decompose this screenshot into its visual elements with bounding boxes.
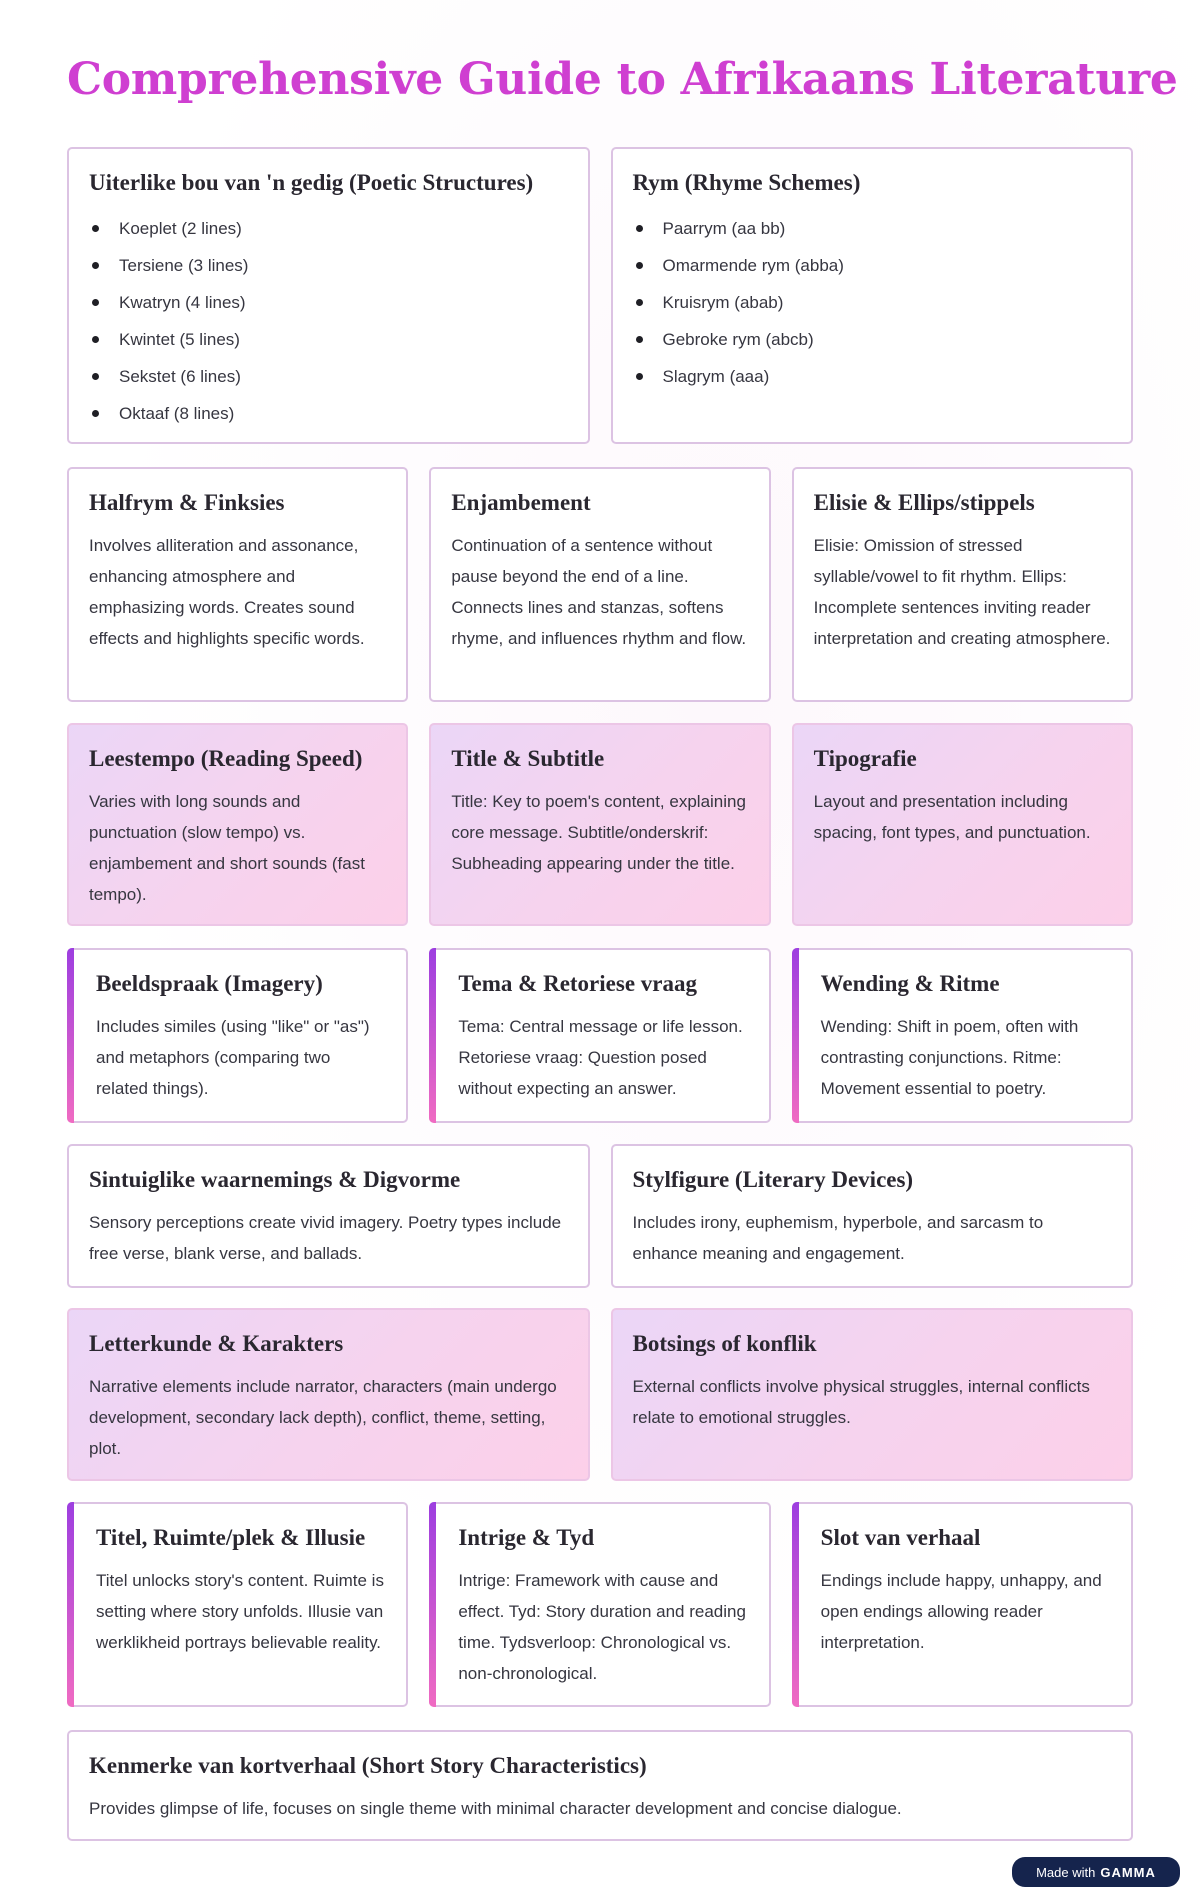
badge-prefix: Made with	[1036, 1864, 1096, 1880]
list-item: Kruisrym (abab)	[633, 284, 1112, 321]
card-intrige	[429, 1502, 770, 1707]
card-tema	[429, 948, 770, 1123]
card-body: Title: Key to poem's content, explaining core message. Subtitle/onderskrif: Subheading appearing under the title.	[451, 791, 746, 873]
card-body: Tema: Central message or life lesson. Retoriese vraag: Question posed without expecting an answer.	[458, 1016, 743, 1098]
card-leestempo	[67, 723, 408, 926]
card-heading: Uiterlike bou van 'n gedig (Poetic Structures)	[89, 170, 534, 195]
card-elisie	[792, 467, 1133, 702]
list-item: Paarrym (aa bb)	[633, 210, 1112, 247]
list-item: Kwintet (5 lines)	[89, 321, 568, 358]
structures-list	[89, 210, 568, 432]
card-halfrym	[67, 467, 408, 702]
card-heading: Tipografie	[813, 746, 917, 771]
list-item: Oktaaf (8 lines)	[89, 395, 568, 432]
card-body: Continuation of a sentence without pause beyond the end of a line. Connects lines and stanzas, softens rhyme, and influences rhythm and flow.	[451, 535, 747, 648]
card-heading: Titel, Ruimte/plek & Illusie	[96, 1525, 366, 1550]
gamma-logo: GAMMA	[1100, 1864, 1156, 1880]
card-rhyme-schemes	[611, 147, 1134, 444]
card-heading: Enjambement	[451, 490, 591, 515]
card-kortverhaal	[67, 1730, 1133, 1841]
card-heading: Slot van verhaal	[820, 1525, 981, 1550]
page-title: Comprehensive Guide to Afrikaans Literature	[67, 54, 1178, 105]
card-heading: Stylfigure (Literary Devices)	[632, 1167, 914, 1192]
list-item: Koeplet (2 lines)	[89, 210, 568, 247]
card-tipografie	[792, 723, 1133, 926]
card-letterkunde	[67, 1308, 590, 1481]
card-body: Elisie: Omission of stressed syllable/vowel to fit rhythm. Ellips: Incomplete sentences inviting reader interpretation and creating atmosphere.	[813, 535, 1111, 648]
card-body: Sensory perceptions create vivid imagery. Poetry types include free verse, blank verse, and ballads.	[89, 1212, 562, 1263]
card-heading: Leestempo (Reading Speed)	[89, 746, 363, 771]
card-body: External conflicts involve physical struggles, internal conflicts relate to emotional struggles.	[632, 1376, 1090, 1427]
row-reading	[67, 723, 1133, 926]
rhyme-list	[633, 210, 1112, 395]
card-sintuiglike	[67, 1144, 590, 1288]
card-heading: Tema & Retoriese vraag	[458, 971, 697, 996]
card-body: Varies with long sounds and punctuation (slow tempo) vs. enjambement and short sounds (fast tempo).	[89, 791, 365, 904]
card-body: Endings include happy, unhappy, and open endings allowing reader interpretation.	[820, 1570, 1102, 1652]
card-body: Includes irony, euphemism, hyperbole, and sarcasm to enhance meaning and engagement.	[632, 1212, 1044, 1263]
card-poetic-structures	[67, 147, 590, 444]
card-body: Layout and presentation including spacing, font types, and punctuation.	[813, 791, 1091, 842]
card-slot	[792, 1502, 1133, 1707]
list-item: Slagrym (aaa)	[633, 358, 1112, 395]
card-body: Intrige: Framework with cause and effect. Tyd: Story duration and reading time. Tydsverloop: Chronological vs. non-chronological.	[458, 1570, 746, 1683]
card-stylfigure	[611, 1144, 1134, 1288]
row-story	[67, 1502, 1133, 1707]
list-item: Gebroke rym (abcb)	[633, 321, 1112, 358]
card-heading: Title & Subtitle	[451, 746, 605, 771]
row-imagery	[67, 948, 1133, 1123]
list-item: Tersiene (3 lines)	[89, 247, 568, 284]
card-heading: Beeldspraak (Imagery)	[96, 971, 323, 996]
row-short-story	[67, 1730, 1133, 1841]
card-heading: Intrige & Tyd	[458, 1525, 595, 1550]
card-enjambement	[429, 467, 770, 702]
card-title-subtitle	[429, 723, 770, 926]
row-sound-devices	[67, 467, 1133, 702]
card-heading: Letterkunde & Karakters	[89, 1331, 344, 1356]
row-senses	[67, 1144, 1133, 1288]
row-narrative	[67, 1308, 1133, 1481]
card-titel-ruimte	[67, 1502, 408, 1707]
card-body: Narrative elements include narrator, characters (main undergo development, secondary lack depth), conflict, theme, setting, plot.	[89, 1376, 557, 1458]
card-heading: Rym (Rhyme Schemes)	[632, 170, 861, 195]
card-heading: Wending & Ritme	[820, 971, 1000, 996]
made-with-gamma-badge[interactable]	[1012, 1857, 1180, 1887]
card-wending	[792, 948, 1133, 1123]
card-heading: Sintuiglike waarnemings & Digvorme	[89, 1167, 461, 1192]
card-body: Wending: Shift in poem, often with contrasting conjunctions. Ritme: Movement essential to poetry.	[820, 1016, 1079, 1098]
card-body: Includes similes (using "like" or "as") and metaphors (comparing two related things).	[96, 1016, 370, 1098]
card-heading: Kenmerke van kortverhaal (Short Story Characteristics)	[89, 1753, 647, 1778]
card-body: Titel unlocks story's content. Ruimte is setting where story unfolds. Illusie van werklikheid portrays believable reality.	[96, 1570, 384, 1652]
list-item: Kwatryn (4 lines)	[89, 284, 568, 321]
card-heading: Halfrym & Finksies	[89, 490, 285, 515]
card-body: Involves alliteration and assonance, enhancing atmosphere and emphasizing words. Creates sound effects and highlights specific words.	[89, 535, 365, 648]
row-poetic-structures	[67, 147, 1133, 444]
list-item: Sekstet (6 lines)	[89, 358, 568, 395]
card-body: Provides glimpse of life, focuses on single theme with minimal character development and concise dialogue.	[89, 1798, 902, 1818]
card-heading: Botsings of konflik	[632, 1331, 817, 1356]
list-item: Omarmende rym (abba)	[633, 247, 1112, 284]
card-botsings	[611, 1308, 1134, 1481]
card-beeldspraak	[67, 948, 408, 1123]
card-heading: Elisie & Ellips/stippels	[813, 490, 1035, 515]
